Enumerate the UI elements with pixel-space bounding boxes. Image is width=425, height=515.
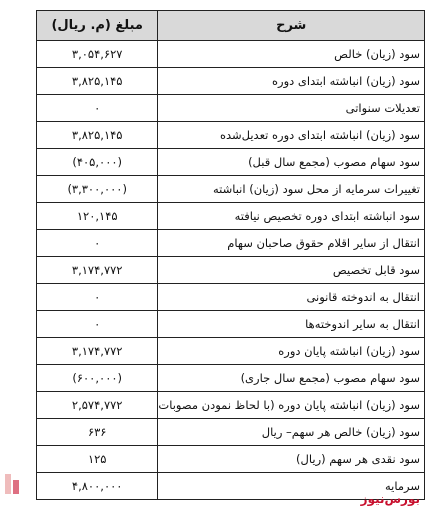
table-row (37, 203, 425, 230)
row-amount: ۳,۱۷۴,۷۷۲ (37, 257, 158, 284)
table-row (37, 284, 425, 311)
row-description: سرمایه (158, 473, 425, 500)
row-description: انتقال به سایر اندوخته‌ها (158, 311, 425, 338)
header-description: شرح (158, 11, 425, 41)
watermark-logo: بورس‌نیوز (360, 492, 420, 506)
table-row (37, 95, 425, 122)
header-amount: مبلغ (م. ریال) (37, 11, 158, 41)
profit-distribution-table (36, 10, 425, 500)
table-row (37, 419, 425, 446)
row-amount: ۰ (37, 311, 158, 338)
row-amount: ۳,۸۲۵,۱۴۵ (37, 122, 158, 149)
row-description: انتقال به اندوخته قانونی (158, 284, 425, 311)
row-amount: (۴۰۵,۰۰۰) (37, 149, 158, 176)
row-description: سود انباشته ابتدای دوره تخصیص نیافته (158, 203, 425, 230)
row-amount: ۳,۸۲۵,۱۴۵ (37, 68, 158, 95)
table-row (37, 311, 425, 338)
row-amount: (۶۰۰,۰۰۰) (37, 365, 158, 392)
row-amount: ۰ (37, 284, 158, 311)
table-row (37, 68, 425, 95)
row-description: سود سهام مصوب (مجمع سال قبل) (158, 149, 425, 176)
table-row (37, 122, 425, 149)
row-description: تغییرات سرمایه از محل سود (زیان) انباشته (158, 176, 425, 203)
table-row (37, 176, 425, 203)
table-row (37, 257, 425, 284)
row-amount: ۲,۵۷۴,۷۷۲ (37, 392, 158, 419)
side-logo-mark (3, 470, 23, 498)
row-description: سود نقدی هر سهم (ریال) (158, 446, 425, 473)
row-amount: ۰ (37, 95, 158, 122)
row-description: سود سهام مصوب (مجمع سال جاری) (158, 365, 425, 392)
table-row (37, 392, 425, 419)
row-amount: ۴,۸۰۰,۰۰۰ (37, 473, 158, 500)
table-row (37, 230, 425, 257)
table-row (37, 41, 425, 68)
row-description: سود (زیان) انباشته ابتدای دوره تعدیل‌شده (158, 122, 425, 149)
row-description: انتقال از سایر اقلام حقوق صاحبان سهام (158, 230, 425, 257)
table-header-row (37, 11, 425, 41)
row-description: سود (زیان) خالص هر سهم– ریال (158, 419, 425, 446)
row-amount: ۰ (37, 230, 158, 257)
table-row (37, 446, 425, 473)
table-row (37, 149, 425, 176)
row-description: سود (زیان) خالص (158, 41, 425, 68)
row-amount: ۱۲۵ (37, 446, 158, 473)
row-description: تعدیلات سنواتی (158, 95, 425, 122)
row-amount: ۳,۱۷۴,۷۷۲ (37, 338, 158, 365)
row-description: سود (زیان) انباشته پایان دوره (158, 338, 425, 365)
row-description: سود (زیان) انباشته پایان دوره (با لحاظ نمودن مصوبات (158, 392, 425, 419)
row-amount: ۱۲۰,۱۴۵ (37, 203, 158, 230)
row-amount: ۶۳۶ (37, 419, 158, 446)
table-row (37, 338, 425, 365)
row-description: سود قابل تخصیص (158, 257, 425, 284)
row-amount: (۳,۳۰۰,۰۰۰) (37, 176, 158, 203)
table-body (37, 41, 425, 500)
row-description: سود (زیان) انباشته ابتدای دوره (158, 68, 425, 95)
row-amount: ۳,۰۵۴,۶۲۷ (37, 41, 158, 68)
table-row (37, 365, 425, 392)
financial-table-container (36, 10, 425, 500)
